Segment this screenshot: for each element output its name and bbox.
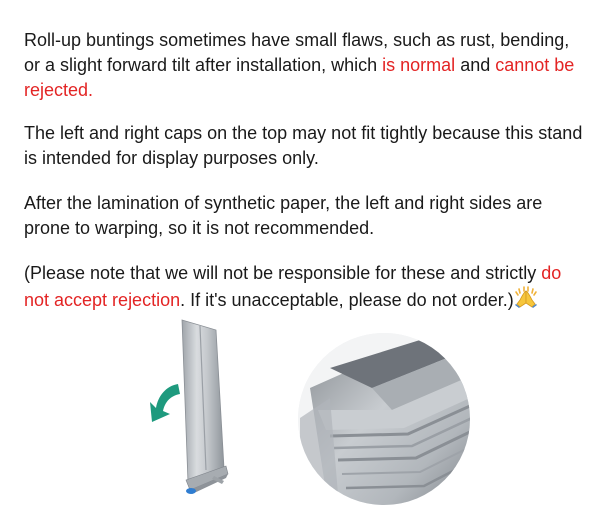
cap-closeup-photo [290,328,480,518]
notice-paragraph-lamination: After the lamination of synthetic paper, the left and right sides are prone to warping, so it is not recommended. [24,193,543,238]
unacceptable-text: . If it's unacceptable, please do not order.) [180,290,514,310]
and-text: and [455,55,496,75]
product-illustrations [0,318,600,529]
is-normal-highlight: is normal [382,55,456,75]
rollup-stand-illustration [182,320,228,494]
cannot-be-rejected-highlight: cannot be rejected. [24,55,575,100]
notice-paragraph-disclaimer [24,261,584,315]
flaws-text: Roll-up buntings sometimes have small flaws, such as rust, bending, or a slight forward tilt after installation, which [24,30,570,75]
do-not-accept-rejection-highlight: do not accept rejection [24,263,562,310]
notice-paragraph-caps: The left and right caps on the top may not fit tightly because this stand is intended for display purposes only. [24,123,583,168]
folded-hands-icon [514,286,538,315]
notice-paragraph-flaws [24,28,584,103]
curved-arrow-icon [150,384,180,422]
disclaimer-text: (Please note that we will not be responsible for these and strictly [24,263,542,283]
